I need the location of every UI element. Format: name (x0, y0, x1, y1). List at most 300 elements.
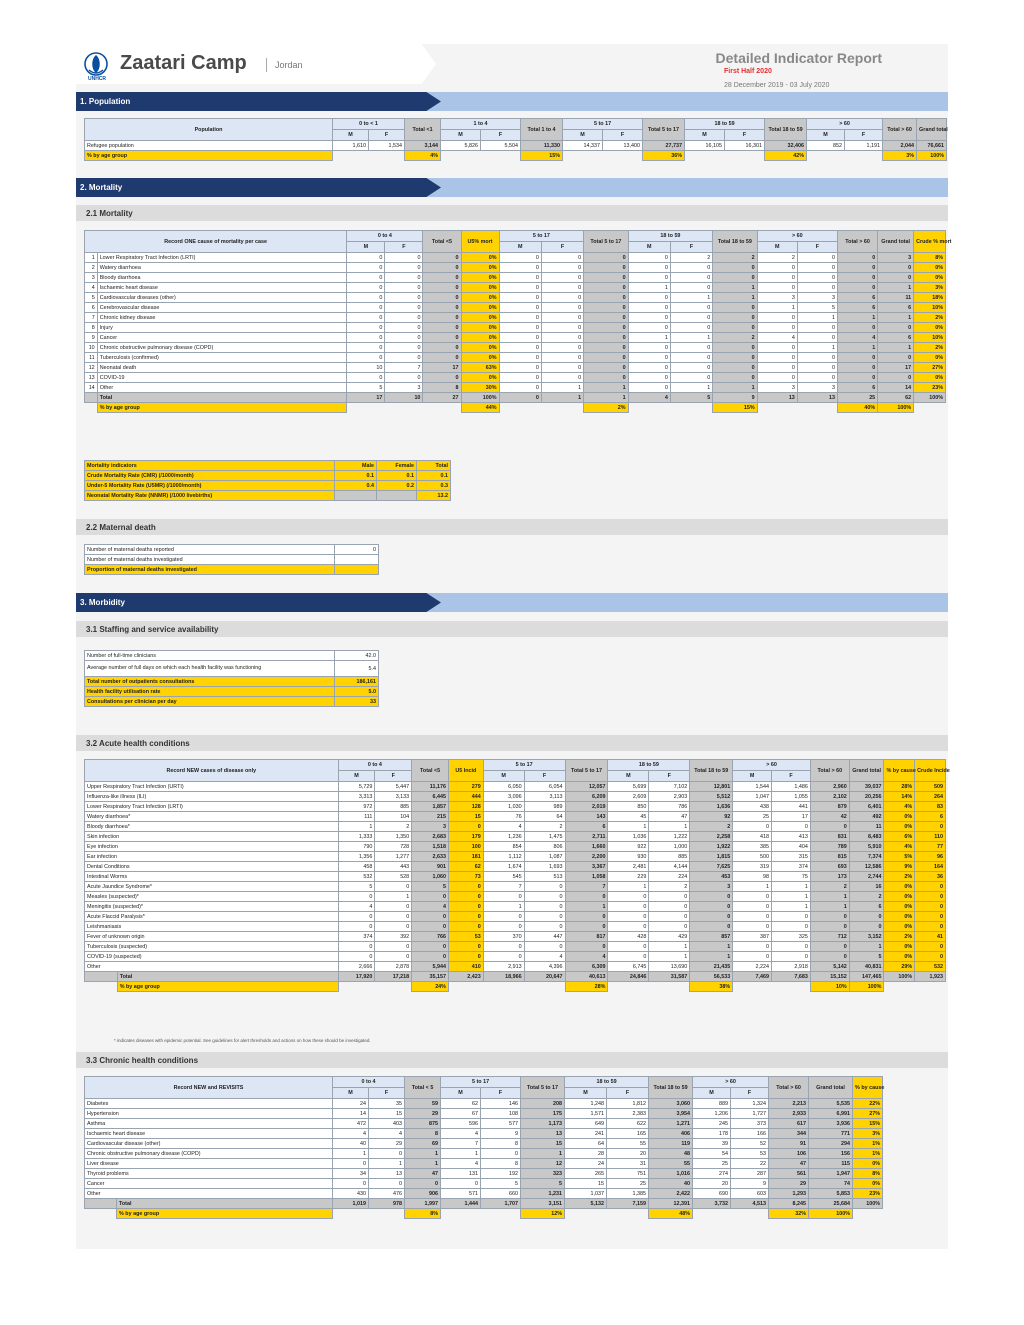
value-cell: 6,991 (809, 1109, 853, 1119)
value-cell: 14 (333, 1109, 369, 1119)
value-cell: 16,301 (725, 141, 765, 151)
value-cell: 0 (797, 263, 837, 273)
staffing-row (85, 677, 379, 687)
value-cell: 0 (649, 902, 690, 912)
value-cell: 0 (499, 273, 541, 283)
acute-row (85, 892, 946, 902)
value-cell: 0 (838, 283, 878, 293)
value-cell: 2% (884, 932, 915, 942)
column-header: F (731, 1088, 769, 1099)
column-header: M (685, 130, 725, 141)
row-label: Lower Respiratory Tract Infection (LRTI) (85, 802, 339, 812)
value-cell: 1,812 (607, 1099, 649, 1109)
value-cell: 1,060 (412, 872, 449, 882)
value-cell: 1 (541, 383, 583, 393)
row-number: 8 (85, 323, 98, 333)
value-cell: 131 (441, 1169, 481, 1179)
value-cell: 5 (797, 303, 837, 313)
value-cell: 1 (628, 333, 670, 343)
value-cell: 53 (448, 932, 483, 942)
value-cell: 3,096 (483, 792, 524, 802)
total-cell: 4,513 (731, 1199, 769, 1209)
value-cell: 5% (884, 852, 915, 862)
value-cell: 0 (797, 373, 837, 383)
value-cell: 2,666 (338, 962, 375, 972)
value-cell: 0 (385, 263, 423, 273)
value-cell: 224 (649, 872, 690, 882)
value-cell: 0 (347, 263, 385, 273)
column-header: M (733, 771, 772, 782)
empty-cell (603, 151, 643, 161)
value-cell: 0 (541, 283, 583, 293)
total-cell: 9 (713, 393, 757, 403)
empty-cell (915, 982, 946, 992)
value-cell: 0 (499, 263, 541, 273)
value-cell: 0 (385, 283, 423, 293)
value-cell: 287 (731, 1169, 769, 1179)
value-cell: 11,330 (521, 141, 563, 151)
value-cell: 0 (670, 273, 712, 283)
value-cell: 690 (693, 1189, 731, 1199)
value-cell: 1 (713, 293, 757, 303)
mortality-row (85, 363, 946, 373)
value-cell: 0 (541, 363, 583, 373)
value-cell: 458 (338, 862, 375, 872)
acute-row (85, 842, 946, 852)
column-header: 0 to 4 (333, 1077, 405, 1088)
column-header: M (757, 242, 797, 253)
value-cell: 6 (915, 812, 946, 822)
value-cell: 20 (693, 1179, 731, 1189)
value-cell: 1 (878, 313, 914, 323)
row-label: Health facility utilisation rate (85, 687, 335, 697)
value-cell: 0 (849, 922, 884, 932)
value-cell: 2 (649, 882, 690, 892)
column-header: M (628, 242, 670, 253)
value-cell: 10% (914, 303, 946, 313)
value-cell: 1 (608, 882, 649, 892)
value-cell: 0 (838, 323, 878, 333)
value-cell: 0 (757, 343, 797, 353)
column-header: F (607, 1088, 649, 1099)
value-cell: 98 (733, 872, 772, 882)
chronic-row (85, 1129, 883, 1139)
empty-cell (338, 982, 375, 992)
value-cell: 0 (524, 942, 565, 952)
value-cell: 1 (690, 942, 733, 952)
value-cell: 0.2 (377, 481, 417, 491)
total-cell: 4 (628, 393, 670, 403)
total-cell: 12,391 (649, 1199, 693, 1209)
value-cell: 0 (448, 922, 483, 932)
value-cell: 39 (693, 1139, 731, 1149)
empty-cell (499, 403, 541, 413)
value-cell: 0 (690, 922, 733, 932)
value-cell: 1 (649, 942, 690, 952)
value-cell: 45 (608, 812, 649, 822)
value-cell: 0 (670, 313, 712, 323)
column-header: Female (377, 461, 417, 471)
value-cell: 0 (524, 892, 565, 902)
empty-cell (85, 1209, 117, 1219)
value-cell: 14% (884, 792, 915, 802)
value-cell: 69 (405, 1139, 441, 1149)
value-cell: 1 (441, 1149, 481, 1159)
value-cell: 100 (448, 842, 483, 852)
pct-cell: 42% (765, 151, 807, 161)
empty-cell (85, 403, 98, 413)
empty-cell (85, 972, 118, 982)
value-cell: 15 (369, 1109, 405, 1119)
chronic-pct-row (85, 1209, 883, 1219)
column-header: M (693, 1088, 731, 1099)
value-cell: 0 (915, 922, 946, 932)
column-header: F (385, 242, 423, 253)
chronic-row (85, 1139, 883, 1149)
value-cell: 0 (448, 822, 483, 832)
value-cell: 0 (733, 912, 772, 922)
empty-cell (693, 1209, 731, 1219)
row-label: COVID-19 (suspected) (85, 952, 339, 962)
total-cell: 13 (797, 393, 837, 403)
empty-cell (884, 982, 915, 992)
column-header: M (608, 771, 649, 782)
value-cell: 2,258 (690, 832, 733, 842)
empty-cell (524, 982, 565, 992)
row-label: Meningitis (suspected)* (85, 902, 339, 912)
empty-cell (481, 1209, 521, 1219)
empty-cell (797, 403, 837, 413)
subsection-maternal: 2.2 Maternal death (76, 519, 948, 535)
value-cell: 3,936 (809, 1119, 853, 1129)
value-cell: 6 (849, 902, 884, 912)
acute-row (85, 812, 946, 822)
value-cell: 0 (757, 373, 797, 383)
value-cell: 9% (884, 862, 915, 872)
mortality-row (85, 303, 946, 313)
column-header: F (375, 771, 412, 782)
value-cell: 17 (772, 812, 811, 822)
value-cell: 0 (628, 383, 670, 393)
value-cell: 0 (375, 912, 412, 922)
value-cell: 0 (499, 253, 541, 263)
acute-row (85, 782, 946, 792)
column-header: 18 to 59 (608, 760, 690, 771)
report-sheet (76, 44, 948, 1249)
column-header: M (333, 130, 369, 141)
value-cell: 370 (483, 932, 524, 942)
value-cell: 323 (521, 1169, 565, 1179)
value-cell: 0 (757, 363, 797, 373)
value-cell: 513 (524, 872, 565, 882)
column-header: 5 to 17 (563, 119, 643, 130)
column-header: Total <5 (423, 231, 461, 253)
value-cell: 0 (713, 313, 757, 323)
value-cell: 1 (670, 333, 712, 343)
value-cell: 128 (448, 802, 483, 812)
row-label: Cardiovascular disease (other) (85, 1139, 333, 1149)
value-cell: 24 (565, 1159, 607, 1169)
column-header: > 60 (807, 119, 883, 130)
country-label: Jordan (266, 58, 303, 72)
value-cell: 0 (628, 343, 670, 353)
value-cell: 4 (565, 952, 608, 962)
value-cell: 0 (584, 303, 628, 313)
value-cell: 0 (797, 333, 837, 343)
value-cell: 0 (838, 363, 878, 373)
chronic-row (85, 1099, 883, 1109)
value-cell: 6,309 (565, 962, 608, 972)
value-cell: 0 (649, 892, 690, 902)
value-cell: 0% (914, 323, 946, 333)
value-cell: 0 (670, 363, 712, 373)
empty-cell (757, 403, 797, 413)
total-cell: 27 (423, 393, 461, 403)
value-cell: 3 (757, 383, 797, 393)
value-cell: 28% (884, 782, 915, 792)
value-cell: 0 (733, 942, 772, 952)
value-cell: 5,944 (412, 962, 449, 972)
subsection-chronic: 3.3 Chronic health conditions (76, 1052, 948, 1068)
empty-cell (731, 1209, 769, 1219)
total-cell: 7,683 (772, 972, 811, 982)
row-label: Other (85, 1189, 333, 1199)
column-header: F (603, 130, 643, 141)
value-cell: 0 (713, 303, 757, 313)
value-cell: 410 (448, 962, 483, 972)
indicator-row (85, 481, 451, 491)
row-number: 5 (85, 293, 98, 303)
value-cell: 0 (423, 283, 461, 293)
row-label: Number of full-time clinicians (85, 651, 335, 661)
column-header: % by cause (884, 760, 915, 782)
value-cell: 0 (347, 293, 385, 303)
row-label: Diabetes (85, 1099, 333, 1109)
pct-cell: 32% (769, 1209, 809, 1219)
value-cell: 0.1 (377, 471, 417, 481)
value-cell: 0 (608, 912, 649, 922)
indicator-row (85, 491, 451, 501)
value-cell: 0 (499, 343, 541, 353)
value-cell: 0 (772, 942, 811, 952)
value-cell: 77 (915, 842, 946, 852)
value-cell: 430 (333, 1189, 369, 1199)
value-cell: 264 (915, 792, 946, 802)
value-cell: 0% (884, 942, 915, 952)
value-cell: 0 (483, 952, 524, 962)
value-cell: 0 (499, 333, 541, 343)
value-cell: 31 (607, 1159, 649, 1169)
value-cell: 17 (423, 363, 461, 373)
value-cell: 7 (441, 1139, 481, 1149)
value-cell: 1,475 (524, 832, 565, 842)
value-cell: 815 (810, 852, 849, 862)
column-header: Total <1 (405, 119, 441, 141)
value-cell: 30% (461, 383, 499, 393)
value-cell: 5,447 (375, 782, 412, 792)
value-cell: 0% (461, 283, 499, 293)
total-cell: 1,923 (915, 972, 946, 982)
value-cell: 3 (385, 383, 423, 393)
value-cell: 0 (412, 892, 449, 902)
value-cell: 0 (878, 263, 914, 273)
value-cell: 1,350 (375, 832, 412, 842)
row-label: % by age group (117, 1209, 333, 1219)
value-cell: 0% (461, 323, 499, 333)
column-header: Crude % mort (914, 231, 946, 253)
mortality-pct-row (85, 403, 946, 413)
empty-cell (733, 982, 772, 992)
value-cell: 1,173 (521, 1119, 565, 1129)
row-number: 9 (85, 333, 98, 343)
value-cell: 766 (412, 932, 449, 942)
acute-row (85, 802, 946, 812)
column-header: Total 1 to 4 (521, 119, 563, 141)
value-cell: 4 (338, 902, 375, 912)
value-cell: 108 (481, 1109, 521, 1119)
row-label: Acute Flaccid Paralysis* (85, 912, 339, 922)
value-cell: 6,745 (608, 962, 649, 972)
maternal-row (85, 565, 379, 575)
row-label: Neonatal death (97, 363, 347, 373)
value-cell: 472 (333, 1119, 369, 1129)
value-cell: 315 (772, 852, 811, 862)
value-cell: 2 (810, 882, 849, 892)
value-cell: 0 (810, 952, 849, 962)
empty-cell (772, 982, 811, 992)
value-cell: 6 (878, 333, 914, 343)
value-cell: 265 (565, 1169, 607, 1179)
value-cell: 14 (878, 383, 914, 393)
report-title: Detailed Indicator Report (715, 50, 882, 66)
value-cell: 4 (441, 1129, 481, 1139)
value-cell: 0 (772, 822, 811, 832)
row-label: Total (117, 1199, 333, 1209)
pct-cell: 40% (838, 403, 878, 413)
column-header: Grand total (917, 119, 947, 141)
pct-cell: 48% (649, 1209, 693, 1219)
mortality-total-row (85, 393, 946, 403)
value-cell: 13 (369, 1169, 405, 1179)
value-cell: 3,152 (849, 932, 884, 942)
row-number: 3 (85, 273, 98, 283)
value-cell: 0 (524, 882, 565, 892)
value-cell: 0 (670, 343, 712, 353)
value-cell: 29 (369, 1139, 405, 1149)
value-cell: 6 (878, 303, 914, 313)
value-cell: 0 (412, 952, 449, 962)
acute-row (85, 912, 946, 922)
row-label: Watery diarrhoea (97, 263, 347, 273)
value-cell: 5 (338, 882, 375, 892)
column-header: > 60 (733, 760, 811, 771)
column-header: Total > 60 (883, 119, 917, 141)
value-cell: 47 (405, 1169, 441, 1179)
value-cell: 790 (338, 842, 375, 852)
value-cell: 0 (565, 892, 608, 902)
value-cell: 0 (448, 882, 483, 892)
value-cell: 0 (541, 313, 583, 323)
value-cell: 6 (838, 383, 878, 393)
value-cell: 0 (423, 273, 461, 283)
value-cell: 4 (524, 952, 565, 962)
empty-cell (385, 403, 423, 413)
total-cell: 31,587 (649, 972, 690, 982)
value-cell: 14,337 (563, 141, 603, 151)
value-cell: 0 (541, 323, 583, 333)
value-cell: 0 (385, 333, 423, 343)
value-cell: 181 (448, 852, 483, 862)
acute-conditions-table (84, 759, 950, 992)
column-header: 5 to 17 (483, 760, 565, 771)
value-cell: 40 (649, 1179, 693, 1189)
value-cell: 0% (914, 353, 946, 363)
value-cell: 1,222 (649, 832, 690, 842)
value-cell: 1,206 (693, 1109, 731, 1119)
value-cell: 577 (481, 1119, 521, 1129)
value-cell: 0% (884, 902, 915, 912)
value-cell: 0 (713, 373, 757, 383)
total-cell: 5,132 (565, 1199, 607, 1209)
row-label: Chronic obstructive pulmonary disease (COPD) (97, 343, 347, 353)
value-cell: 0 (524, 922, 565, 932)
value-cell: 0 (448, 952, 483, 962)
value-cell: 5,504 (481, 141, 521, 151)
value-cell: 1 (713, 383, 757, 393)
value-cell: 443 (375, 862, 412, 872)
row-label: Tuberculosis (confirmed) (97, 353, 347, 363)
total-cell: 1,997 (405, 1199, 441, 1209)
value-cell: 62 (441, 1099, 481, 1109)
value-cell: 1,191 (845, 141, 883, 151)
value-cell: 3 (757, 293, 797, 303)
value-cell: 0% (884, 922, 915, 932)
value-cell: 0 (670, 373, 712, 383)
total-cell: 3,732 (693, 1199, 731, 1209)
row-label: Measles (suspected)* (85, 892, 339, 902)
value-cell: 0 (713, 353, 757, 363)
acute-row (85, 962, 946, 972)
value-cell: 2,918 (772, 962, 811, 972)
column-header: Crude Incide (915, 760, 946, 782)
value-cell: 0% (461, 333, 499, 343)
value-cell: 0 (628, 313, 670, 323)
value-cell: 0 (347, 303, 385, 313)
value-cell: 1,016 (649, 1169, 693, 1179)
value-cell: 5,512 (690, 792, 733, 802)
value-cell: 1 (690, 952, 733, 962)
value-cell: 0 (347, 253, 385, 263)
value-cell: 617 (769, 1119, 809, 1129)
value-cell: 4,396 (524, 962, 565, 972)
section-population: 1. Population (76, 92, 948, 111)
value-cell (335, 555, 379, 565)
value-cell: 4% (884, 842, 915, 852)
value-cell: 0 (385, 373, 423, 383)
value-cell: 0 (608, 922, 649, 932)
value-cell: 649 (565, 1119, 607, 1129)
value-cell: 0 (838, 353, 878, 363)
value-cell: 5 (347, 383, 385, 393)
value-cell: 0 (369, 1179, 405, 1189)
value-cell: 1,036 (608, 832, 649, 842)
value-cell: 4 (441, 1159, 481, 1169)
subsection-staffing: 3.1 Staffing and service availability (76, 621, 948, 637)
value-cell: 76,661 (917, 141, 947, 151)
column-header: M (499, 242, 541, 253)
pct-cell: 100% (878, 403, 914, 413)
maternal-death-table (84, 544, 379, 575)
